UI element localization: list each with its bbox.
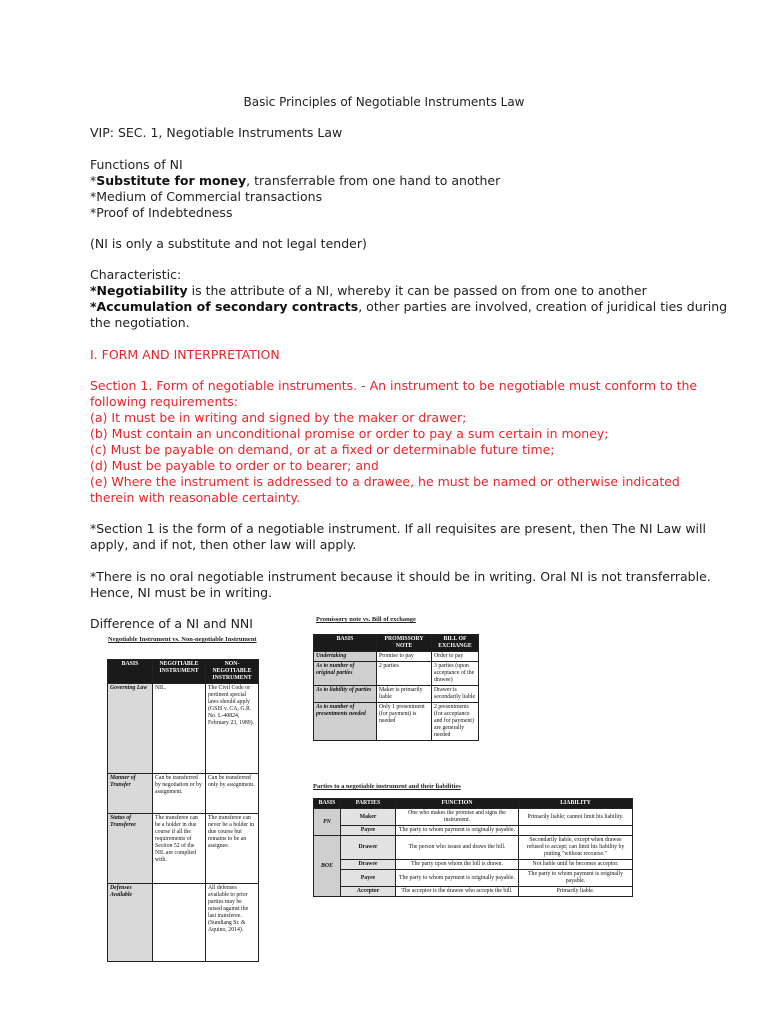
table-row [314,686,479,703]
functions-item-3: *Proof of Indebtedness [90,205,233,220]
table-cell: Can be transferred only by assignment. [206,774,259,814]
table-cell: Payee [341,870,396,887]
requirement-e-cont: therein with reasonable certainty. [90,490,301,505]
table-row [314,887,633,897]
table-cell: Promise to pay [377,652,432,662]
requirement-e: (e) Where the instrument is addressed to a drawee, he must be named or otherwise indicated [90,474,680,489]
table-cell [519,826,633,836]
table3-caption: Parties to a negotiable instrument and their liabilities [313,783,461,790]
table-cell: The transferee can never be a holder in due course but remains to be an assignee. [206,814,259,884]
table-row [314,870,633,887]
table-cell: Defenses Available [108,884,153,962]
table-cell: BOE [314,836,341,897]
table-header: PROMISSORY NOTE [377,635,432,652]
table-cell: Maker is primarily liable [377,686,432,703]
table-header: BASIS [108,660,153,684]
section1-intro-cont: following requirements: [90,394,239,409]
table-cell: Undertaking [314,652,377,662]
requirement-c: (c) Must be payable on demand, or at a fixed or determinable future time; [90,442,555,457]
table-header: PARTIES [341,799,396,809]
table-header-row [108,660,259,684]
table-row [314,703,479,741]
table-cell: 3 parties (upon acceptance of the drawee) [432,662,479,686]
table1-caption: Negotiable Instrument vs. Non-negotiable Instrument [108,636,257,643]
table-cell: Drawee [341,860,396,870]
table-row [314,652,479,662]
table-cell: As to liability of parties [314,686,377,703]
table-header: NEGOTIABLE INSTRUMENT [153,660,206,684]
table-row [108,814,259,884]
table-cell: Maker [341,809,396,826]
table-header: BASIS [314,799,341,809]
table-cell: All defenses available to prior parties may be raised against the last transferee. (Sundiang Sr. & Aquino, 2014). [206,884,259,962]
table-cell: Drawer [341,836,396,860]
table-cell: Governing Law [108,684,153,774]
pn-vs-boe-table [313,634,479,741]
table-cell: Acceptor [341,887,396,897]
characteristic-item-2: *Accumulation of secondary contracts, other parties are involved, creation of juridical ties during [90,299,728,314]
table-row [314,662,479,686]
table-cell: 2 presentments (for acceptance and for payment) are generally needed [432,703,479,741]
table-cell: Not liable until he becomes acceptor. [519,860,633,870]
table-cell: Status of Transferee [108,814,153,884]
functions-heading: Functions of NI [90,157,183,172]
table-cell: PN [314,809,341,836]
table2-caption: Promissory note vs. Bill of exchange [316,616,416,623]
functions-item-2: *Medium of Commercial transactions [90,189,323,204]
characteristic-item-1: *Negotiability is the attribute of a NI, whereby it can be passed on from one to another [90,283,647,298]
table-cell: The party to whom payment is originally payable. [396,826,519,836]
table-header: BILL OF EXCHANGE [432,635,479,652]
table-header: FUNCTION [396,799,519,809]
table-row [314,809,633,826]
table-cell: Payee [341,826,396,836]
table-cell: NIL. [153,684,206,774]
table-cell: Primarily liable; cannot limit his liability. [519,809,633,826]
table-cell: The person who issues and draws the bill. [396,836,519,860]
note-oral: *There is no oral negotiable instrument because it should be in writing. Oral NI is not transferrable. [90,569,711,584]
section1-intro: Section 1. Form of negotiable instruments. - An instrument to be negotiable must conform to the [90,378,698,393]
functions-note: (NI is only a substitute and not legal tender) [90,236,367,251]
table-row [314,826,633,836]
requirement-d: (d) Must be payable to order or to bearer; and [90,458,379,473]
table-cell: Can be transferred by negotiation or by assignment. [153,774,206,814]
characteristic-heading: Characteristic: [90,267,182,282]
table-header: NON-NEGOTIABLE INSTRUMENT [206,660,259,684]
requirement-b: (b) Must contain an unconditional promise or order to pay a sum certain in money; [90,426,609,441]
table-row [108,884,259,962]
table-cell: Secondarily liable, except when drawee refused to accept; can limit his liability by putting "without recourse." [519,836,633,860]
table-cell: Order to pay [432,652,479,662]
table-row [108,774,259,814]
table-cell: The transferee can be a holder in due course if all the requirements of Section 52 of the NIL are complied with. [153,814,206,884]
table-cell: The party to whom payment is originally payable. [396,870,519,887]
table-row [314,836,633,860]
table-cell: As to number of original parties [314,662,377,686]
table-cell: Only 1 presentment (for payment) is needed [377,703,432,741]
note-section1: *Section 1 is the form of a negotiable instrument. If all requisites are present, then The NI Law will [90,521,706,536]
table-cell: The party to whom payment is originally payable. [519,870,633,887]
table-cell: Manner of Transfer [108,774,153,814]
characteristic-item-2-cont: the negotiation. [90,315,190,330]
table-header-row [314,799,633,809]
table-header-row [314,635,479,652]
section-heading: I. FORM AND INTERPRETATION [90,347,280,362]
vip-line: VIP: SEC. 1, Negotiable Instruments Law [90,125,343,140]
document-title: Basic Principles of Negotiable Instruments Law [243,95,525,109]
table-cell: Drawer is secondarily liable [432,686,479,703]
note-oral-cont: Hence, NI must be in writing. [90,585,273,600]
table-cell: The party upon whom the bill is drawn. [396,860,519,870]
table-header: BASIS [314,635,377,652]
table-cell: The acceptor is the drawee who accepts the bill. [396,887,519,897]
table-header: LIABILITY [519,799,633,809]
table-cell [153,884,206,962]
functions-item-1: *Substitute for money, transferrable from one hand to another [90,173,501,188]
ni-vs-nni-table [107,659,259,962]
table-row [108,684,259,774]
table-cell: One who makes the promise and signs the instrument. [396,809,519,826]
parties-liabilities-table [313,798,633,897]
requirement-a: (a) It must be in writing and signed by the maker or drawer; [90,410,467,425]
table-cell: As to number of presentments needed [314,703,377,741]
table-row [314,860,633,870]
note-section1-cont: apply, and if not, then other law will apply. [90,537,357,552]
table-cell: 2 parties [377,662,432,686]
difference-heading: Difference of a NI and NNI [90,616,253,631]
table-cell: Primarily liable. [519,887,633,897]
table-cell: The Civil Code or pertinent special laws should apply (GSIS v. CA, G.R. No. L-40824, February 23, 1989). [206,684,259,774]
